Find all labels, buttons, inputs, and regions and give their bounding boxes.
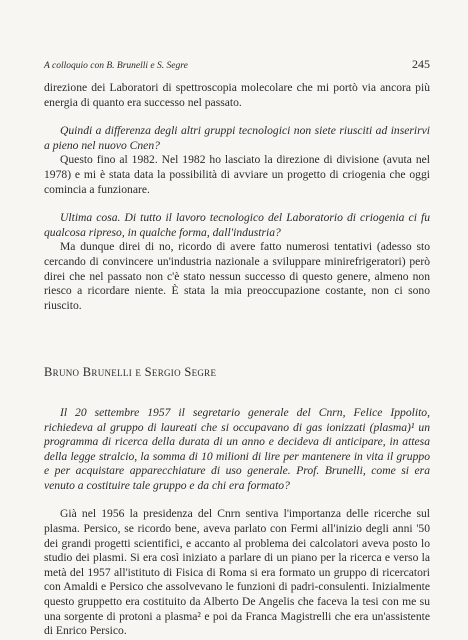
section-title: Bruno Brunelli e Sergio Segre [44, 365, 217, 380]
paragraph: direzione dei Laboratori di spettroscopia molecolare che mi portò via ancora più energia di quanto era successo nel passato. [44, 81, 430, 109]
answer-paragraph: Questo fino al 1982. Nel 1982 ho lasciato la direzione di divisione (avuta nel 1978) e mi è stata data la possibilità di avviare un progetto di criogenia che oggi comincia a funzionare. [44, 153, 430, 196]
body-text [44, 81, 430, 639]
page-number: 245 [412, 57, 430, 71]
answer-paragraph: Ma dunque direi di no, ricordo di avere fatto numerosi tentativi (adesso sto cercando di convincere un'industria nazionale a sviluppare minirefrigeratori) però direi che nel passato non c'è stato nessun successo di questo genere, almeno non riesco a ricordare niente. È stata la mia preoccupazione costante, non ci sono riuscito. [44, 240, 430, 312]
running-head [44, 57, 430, 72]
running-head-title: A colloquio con B. Brunelli e S. Segre [44, 61, 188, 71]
question-paragraph: Quindi a differenza degli altri gruppi tecnologici non siete riusciti ad inserirvi a pieno nel nuovo Cnen? [44, 124, 430, 152]
answer-paragraph: Già nel 1956 la presidenza del Cnrn sentiva l'importanza delle ricerche sul plasma. Persico, se ricordo bene, aveva parlato con Fermi all'inizio degli anni '50 dei grandi progetti scientifici, e accanto al problema dei calcolatori aveva posto lo studio dei plasmi. Si era così iniziato a parlare di un piano per la ricerca e verso la metà del 1957 all'istituto di Fisica di Roma si era formato un gruppo di ricercatori con Amaldi e Persico che assolvevano le funzioni di padri-consulenti. Inizialmente questo gruppetto era costituito da Alberto De Angelis che faceva la tesi con me su una sorgente di protoni a plasma² e poi da Franca Magistrelli che era un'assistente di Enrico Persico. [44, 507, 430, 638]
question-paragraph: Il 20 settembre 1957 il segretario generale del Cnrn, Felice Ippolito, richiedeva al gruppo di laureati che si occupavano di gas ionizzati (plasma)¹ un programma di ricerca della durata di un anno e decideva di anticipare, in attesa della legge stralcio, la somma di 10 milioni di lire per mantenere in vita il gruppo e per acquistare apparecchiature di uso generale. Prof. Brunelli, come si era venuto a costituire tale gruppo e da chi era formato? [44, 405, 430, 492]
question-paragraph: Ultima cosa. Di tutto il lavoro tecnologico del Laboratorio di criogenia ci fu qualcosa ripreso, in qualche forma, dall'industria? [44, 211, 430, 239]
